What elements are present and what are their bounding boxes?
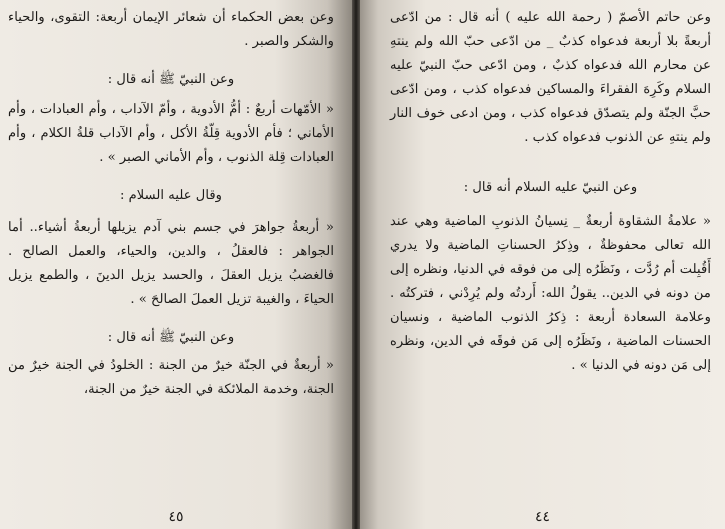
right-page-text (390, 6, 711, 378)
paragraph-heading: وعن النبيّ ﷺ أنه قال : (107, 72, 235, 87)
paragraph: « الأمّهات أربعٌ : أمُّ الأدوية ، وأمّ الآداب ، وأم العبادات ، وأم الأماني ؛ فأم الأدوية قِلّةُ الأكل ، وأم الآداب قلةُ الكلام ، وأم العبادات قِلة الذنوب ، وأم الأماني الصبر » . (8, 102, 334, 165)
page-number: ٤٤ (534, 509, 551, 525)
left-page-text (8, 6, 334, 402)
page-number: ٤٥ (168, 509, 184, 525)
paragraph: « أربعةٌ في الجنّة خيرٌ من الجنة : الخلودُ في الجنة خيرٌ من الجنة، وخدمة الملائكة في الجنة خيرٌ من الجنة، (8, 358, 334, 397)
paragraph-heading: وقال عليه السلام : (119, 188, 223, 203)
paragraph: « أربعةُ جواهرَ في جسم بني آدم يزيلها أربعةُ أشياء.. أما الجواهر : فالعقلُ ، والدين، والحياء، والعمل الصالح . فالغضبُ يزيل العقلَ ، والحسد يزيل الدينَ ، والطمع يزيل الحياءَ ، والغيبة تزيل العملَ الصالحَ » . (8, 220, 334, 307)
paragraph-heading: وعن النبيّ ﷺ أنه قال : (107, 330, 235, 345)
book-gutter (352, 0, 360, 529)
right-page (360, 0, 725, 529)
paragraph: وعن حاتم الأصمّ ( رحمة الله عليه ) أنه قال : من ادّعى أربعةً بلا أربعة فدعواه كذبٌ _ من ادّعى حبّ الله ولم ينتهِ عن محارم الله فدعواه كذبٌ ، ومن ادّعى حبّ النبيّ عليه السلام وكَرِهَ الفقراءَ والمساكين فدعواه كذب ، ومن ادّعى حبَّ الجنّة ولم يتصدّق فدعواه كذب ، ومن ادعى خوف النار ولم ينتهِ عن الذنوب فدعواه كذب . (390, 10, 711, 145)
paragraph: « علامةُ الشقاوة أربعةٌ _ نِسيانُ الذنوبِ الماضية وهي عند الله تعالى محفوظةٌ ، وذِكرُ الحسناتِ الماضية ولا يدري أَقُبِلت أم رُدَّت ، ونَظَرُه إلى من فوقه في الدنيا، ونظره إلى من دونه في الدين.. يقولُ الله: أَردتُه ولم يُرِدْني ، فتركتُه . وعلامة السعادة أربعة : ذِكرُ الذنوب الماضية ، ونسيان الحسنات الماضية ، ونَظَرُه إلى مَن فوقَه في الدين، ونظره إلى مَن دونه في الدنيا » . (390, 214, 711, 373)
left-page (0, 0, 352, 529)
paragraph-heading: وعن النبيّ عليه السلام أنه قال : (463, 180, 638, 195)
paragraph: وعن بعض الحكماء أن شعائر الإيمان أربعة: التقوى، والحياء والشكر والصبر . (8, 10, 334, 49)
